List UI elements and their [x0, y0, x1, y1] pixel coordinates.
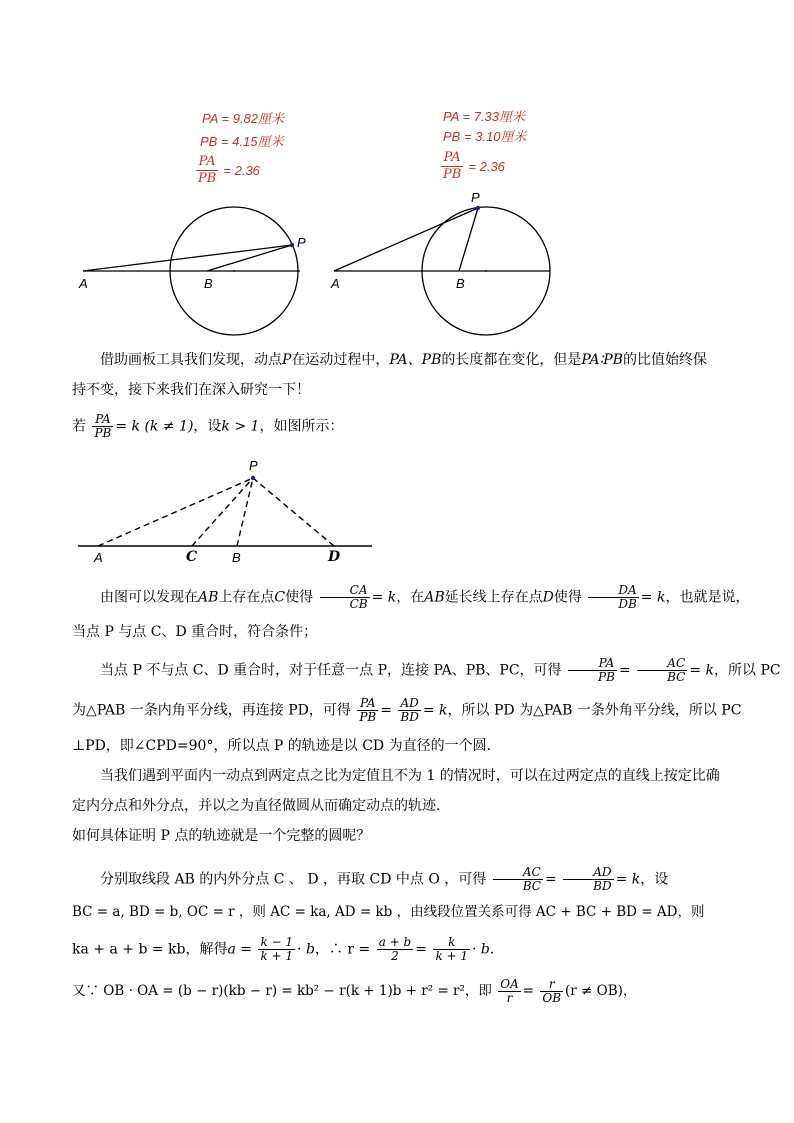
- p1-text-1: 借助画板工具我们发现，动点: [100, 352, 282, 368]
- fig1-label-a: A: [79, 276, 88, 291]
- fig3-label-c: C: [186, 549, 198, 565]
- fig3-segment-pd: [253, 478, 334, 546]
- p14-frac1-num: k − 1: [260, 935, 294, 949]
- paragraph-3: [72, 583, 750, 611]
- p12-frac2-den: BD: [593, 879, 612, 893]
- p1-math-p: P: [282, 352, 292, 368]
- figure-2: [334, 206, 550, 335]
- p14-text-2: ，∴ r =: [314, 941, 371, 958]
- p3-text-3: ，如图所示：: [259, 418, 344, 435]
- paragraph-5-cont: 定内分点和外分点，并以之为直径做圆从而确定动点的轨迹.: [72, 798, 441, 814]
- fig1-label-p: P: [297, 235, 306, 250]
- fig1-pa-measure: PA = 9.82厘米: [202, 111, 285, 126]
- p14-frac3-num: k: [433, 936, 470, 950]
- p4-text-7: ，也就是说，: [665, 589, 750, 606]
- p7-fraction-ad-bd: [398, 697, 420, 724]
- p4-math-ab: AB: [198, 589, 219, 606]
- fig1-point-p: [290, 243, 294, 247]
- p7-frac2-den: BD: [400, 710, 419, 724]
- p6-math-eqk: = k: [689, 662, 715, 679]
- fig2-ratio: [441, 150, 505, 183]
- p4-text-1: 由图可以发现在: [100, 589, 198, 606]
- p7-frac2-num: AD: [398, 697, 420, 711]
- fig2-center: [485, 270, 487, 272]
- p6-text-2: ，所以 PC: [714, 662, 781, 679]
- p6-fraction-ac-bc: [637, 657, 687, 684]
- p4-fraction-ca-cb: [320, 584, 370, 611]
- figure-1: [83, 207, 300, 335]
- p12-text-1: 分别取线段 AB 的内外分点 C 、 D ，再取 CD 中点 O ，可得: [100, 871, 487, 888]
- p7-frac1-den: PB: [359, 710, 377, 724]
- fig2-segment-pa: [334, 208, 478, 271]
- p1-math-papb: PA、PB: [389, 352, 442, 368]
- p1-text-3: 的长度都在变化，但是: [441, 352, 582, 368]
- p14-frac2-den: 2: [391, 949, 399, 963]
- p7-math-eqk: = k: [422, 702, 448, 719]
- p15-text-1: 又∵ OB · OA = (b − r)(kb − r) = kb² − r(k + 1)b + r² = r²，即: [72, 983, 492, 999]
- p14-text-1: ka + a + b = kb，解得: [72, 941, 228, 958]
- p4-text-6: 使得: [553, 589, 582, 606]
- p12-fraction-ad-bd: [563, 866, 613, 893]
- p3-math-kgt1: k > 1: [221, 418, 260, 435]
- p4-frac2-den: DB: [618, 597, 637, 611]
- p15-frac1-den: r: [506, 991, 513, 1005]
- p7-text-1: 为△PAB 一条内角平分线，再连接 PD，可得: [72, 702, 351, 719]
- p7-eq: =: [380, 702, 392, 719]
- paragraph-4-line3: ⊥PD，即∠CPD=90°，所以点 P 的轨迹是以 CD 为直径的一个圆.: [72, 738, 492, 754]
- p12-frac1-num: AC: [493, 866, 543, 880]
- p14-fraction-kk: [433, 936, 470, 963]
- p4-math-d: D: [542, 589, 554, 606]
- p7-text-2: ，所以 PD 为△PAB 一条外角平分线，所以 PC: [447, 702, 742, 719]
- p12-frac2-num: AD: [563, 866, 613, 880]
- figure-3: [78, 476, 372, 546]
- fig3-label-a: A: [94, 550, 103, 565]
- p1-text-4: 的比值始终保: [622, 352, 707, 368]
- paragraph-3-cont: 当点 P 与点 C、D 重合时，符合条件；: [72, 624, 318, 640]
- p3-fraction-pa-pb: [92, 413, 113, 440]
- p4-text-4: ，在: [396, 589, 425, 606]
- p4-math-eqk2: = k: [640, 589, 666, 606]
- p3-text-2: ，设: [193, 418, 222, 435]
- fig1-segment-pa: [83, 245, 292, 271]
- fig2-ratio-fraction: [441, 150, 463, 183]
- fig3-segment-pc: [192, 478, 253, 546]
- p1-math-ratio: PA∶PB: [581, 352, 623, 368]
- p14-fraction-k: [258, 936, 295, 963]
- fig2-ratio-num: PA: [441, 150, 463, 167]
- fig1-label-b: B: [204, 276, 213, 291]
- fig3-label-d: D: [328, 549, 341, 565]
- paragraph-1-cont: 持不变，接下来我们在深入研究一下！: [72, 382, 310, 398]
- paragraph-6: 如何具体证明 P 点的轨迹就是一个完整的圆呢？: [72, 828, 371, 844]
- p3-frac-num: PA: [92, 413, 113, 427]
- p4-frac1-num: CA: [320, 584, 370, 598]
- fig3-label-b: B: [232, 550, 241, 565]
- p6-frac2-den: BC: [667, 670, 686, 684]
- p14-eq: =: [415, 941, 427, 958]
- fig3-segment-pa: [98, 478, 253, 546]
- p12-text-2: ，设: [640, 871, 669, 888]
- p15-fraction-r-ob: [540, 978, 563, 1005]
- fig1-ratio: [196, 154, 260, 187]
- fig3-point-p: [251, 476, 255, 480]
- fig1-segment-pb: [207, 245, 292, 271]
- paragraph-1: [72, 350, 722, 370]
- fig1-ratio-num: PA: [196, 154, 218, 171]
- fig3-label-p: P: [249, 458, 258, 473]
- p4-text-5: 延长线上存在点: [444, 589, 543, 606]
- p15-fraction-oa-r: [498, 978, 521, 1005]
- p14-fraction-ab: [377, 936, 414, 963]
- fig2-ratio-den: PB: [443, 167, 462, 182]
- fig2-ratio-value: = 2.36: [468, 159, 505, 174]
- p12-math-eqk: = k: [615, 871, 641, 888]
- p6-frac2-num: AC: [637, 657, 687, 671]
- fig2-point-p: [476, 206, 480, 210]
- p4-math-ab2: AB: [424, 589, 445, 606]
- p7-fraction-pa-pb: [357, 697, 378, 724]
- p4-text-2: 上存在点: [218, 589, 275, 606]
- p14-math-aeq: a =: [227, 941, 253, 958]
- fig3-segment-pb: [237, 478, 253, 546]
- p7-frac1-num: PA: [357, 697, 378, 711]
- p4-math-c: C: [274, 589, 286, 606]
- p15-text-2: (r ≠ OB)，: [565, 983, 637, 999]
- p4-fraction-da-db: [588, 584, 638, 611]
- fig1-ratio-value: = 2.36: [223, 163, 260, 178]
- p14-frac1-den: k + 1: [260, 949, 294, 963]
- fig1-ratio-den: PB: [198, 171, 217, 186]
- p6-fraction-pa-pb: [568, 657, 617, 684]
- p12-frac1-den: BC: [522, 879, 541, 893]
- paragraph-7-line3: [72, 936, 722, 963]
- p4-frac2-num: DA: [588, 584, 638, 598]
- fig2-pa-measure: PA = 7.33厘米: [443, 109, 526, 124]
- fig1-center: [233, 270, 235, 272]
- paragraph-2: [72, 413, 722, 440]
- p15-frac1-num: OA: [500, 977, 519, 991]
- p6-frac1-den: PB: [598, 670, 615, 684]
- p3-frac-den: PB: [94, 426, 112, 440]
- paragraph-7-line2: BC = a, BD = b, OC = r ，则 AC = ka, AD = kb ，由线段位置关系可得 AC + BC + BD = AD，则: [72, 904, 705, 920]
- paragraph-8: [72, 978, 722, 1005]
- paragraph-4: [72, 656, 781, 684]
- paragraph-7: [72, 866, 722, 893]
- p3-math-k: = k (k ≠ 1): [115, 418, 194, 435]
- p1-text-2: 在运动过程中，: [291, 352, 390, 368]
- fig2-label-p: P: [471, 190, 480, 205]
- p4-text-3: 使得: [285, 589, 314, 606]
- p6-text-1: 当点 P 不与点 C、D 重合时，对于任意一点 P，连接 PA、PB、PC，可得: [100, 662, 562, 679]
- fig2-label-b: B: [456, 276, 465, 291]
- p4-math-eqk1: = k: [371, 589, 397, 606]
- p15-frac2-den: OB: [542, 991, 562, 1005]
- p15-frac2-num: r: [540, 978, 563, 992]
- p15-eq: =: [522, 983, 535, 999]
- p3-text-1: 若: [72, 418, 86, 435]
- p4-frac1-den: CB: [349, 597, 368, 611]
- p14-times-b2: · b.: [472, 941, 495, 958]
- p6-eq: =: [618, 662, 631, 679]
- p14-frac2-num: a + b: [378, 935, 412, 949]
- paragraph-5: 当我们遇到平面内一动点到两定点之比为定值且不为 1 的情况时，可以在过两定点的直线上按定比确: [100, 768, 720, 784]
- paragraph-4-line2: [72, 696, 742, 724]
- p14-frac3-den: k + 1: [435, 949, 469, 963]
- fig2-segment-pb: [459, 208, 478, 271]
- p12-fraction-ac-bc: [493, 866, 543, 893]
- fig1-pb-measure: PB = 4.15厘米: [200, 134, 284, 149]
- fig2-label-a: A: [331, 276, 340, 291]
- p6-frac1-num: PA: [568, 657, 617, 671]
- p14-times-b: · b: [297, 941, 315, 958]
- fig2-pb-measure: PB = 3.10厘米: [443, 129, 527, 144]
- fig1-ratio-fraction: [196, 154, 218, 187]
- p12-eq: =: [544, 871, 557, 888]
